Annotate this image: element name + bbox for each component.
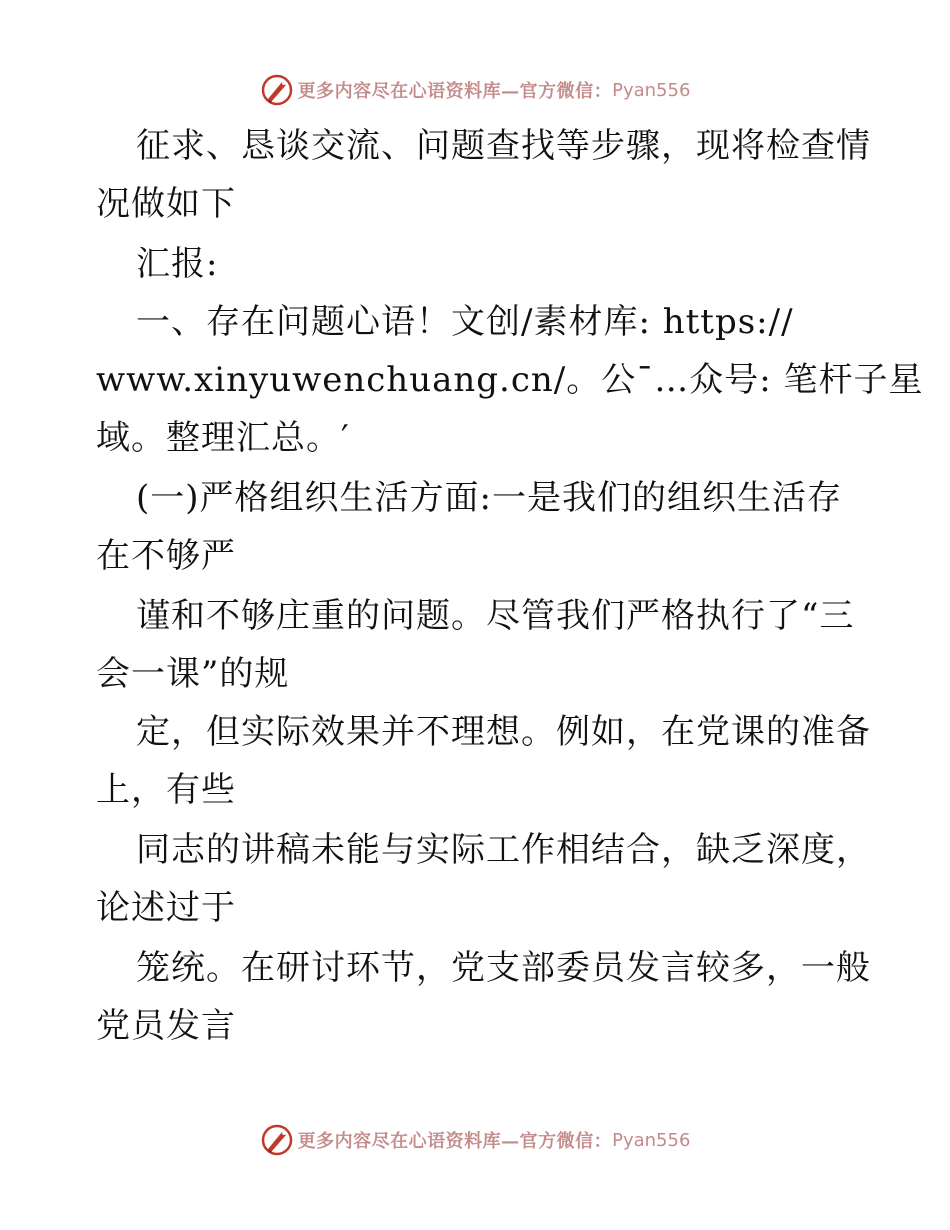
body-line: 同志的讲稿未能与实际工作相结合，缺乏深度， <box>136 830 871 870</box>
body-line: 一、存在问题心语！文创/素材库: https:// <box>136 302 794 342</box>
body-line: 谨和不够庄重的问题。尽管我们严格执行了“三 <box>136 596 855 636</box>
body-line: 论述过于 <box>96 888 236 928</box>
body-line: 笼统。在研讨环节，党支部委员发言较多，一般 <box>136 948 871 988</box>
watermark-contact: Pyan556 <box>612 1129 691 1151</box>
pen-logo-icon <box>260 1123 294 1157</box>
body-line: 况做如下 <box>96 184 236 224</box>
body-line: 定，但实际效果并不理想。例如，在党课的准备 <box>136 712 871 752</box>
body-line: 域。整理汇总。′ <box>96 418 350 458</box>
body-line: 在不够严 <box>96 536 236 576</box>
body-line: www.xinyuwenchuang.cn/。公¯…众号: 笔杆子星 <box>96 360 924 400</box>
watermark-text: 更多内容尽在心语资料库—官方微信： <box>297 81 613 102</box>
body-line: 征求、恳谈交流、问题查找等步骤，现将检查情 <box>136 126 871 166</box>
body-line: (一)严格组织生活方面:一是我们的组织生活存 <box>136 478 842 518</box>
header-watermark <box>0 70 950 110</box>
footer-watermark <box>0 1120 950 1160</box>
pen-logo-icon <box>260 73 294 107</box>
body-line: 上，有些 <box>96 770 236 810</box>
watermark-contact: Pyan556 <box>612 79 691 101</box>
body-line: 党员发言 <box>96 1006 236 1046</box>
watermark-text: 更多内容尽在心语资料库—官方微信： <box>297 1131 613 1152</box>
body-line: 汇报: <box>136 244 219 284</box>
body-line: 会一课”的规 <box>96 654 290 694</box>
